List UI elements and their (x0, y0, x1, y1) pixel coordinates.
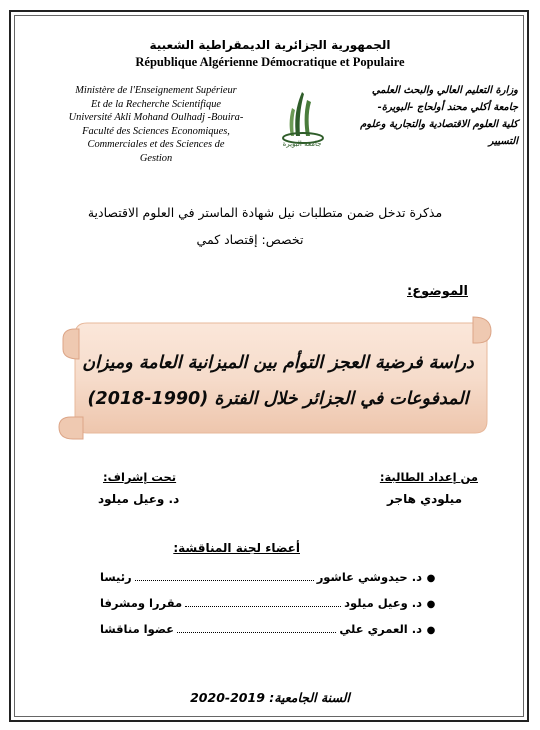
bullet-icon: ● (426, 573, 436, 584)
dotted-leader (185, 597, 341, 607)
dotted-leader (177, 623, 336, 633)
member-role: رئيسا (100, 570, 132, 584)
thesis-title (78, 345, 478, 417)
supervised-by-label: تحت إشراف: (103, 470, 177, 484)
republic-name-french: République Algérienne Démocratique et Populaire (135, 55, 405, 69)
ministry-fr-line: Gestion (139, 152, 173, 164)
ministry-fr-line: Ministère de l'Enseignement Supérieur (75, 85, 237, 96)
committee-member (100, 596, 440, 610)
title-line: المدفوعات في الجزائر خلال الفترة (1990-2018) (87, 389, 469, 409)
ministry-block-arabic (340, 82, 518, 150)
ministry-ar-line: التسيير (488, 136, 518, 147)
republic-name-arabic: الجمهورية الجزائرية الديمقراطية الشعبية (149, 38, 391, 52)
academic-year: السنة الجامعية: 2019-2020 (190, 690, 350, 705)
member-name: د. حيدوشي عاشور (316, 570, 422, 584)
ministry-ar-line: كلية العلوم الاقتصادية والتجارية وعلوم (360, 119, 518, 130)
dotted-leader (135, 571, 314, 581)
ministry-fr-line: Et de la Recherche Scientifique (90, 98, 222, 110)
committee-label: أعضاء لجنة المناقشة: (173, 541, 300, 555)
committee-member (100, 622, 440, 636)
student-name: ميلودي هاجر (386, 492, 462, 506)
subject-label: الموضوع: (407, 284, 468, 299)
ministry-ar-line: وزارة التعليم العالي والبحث العلمي (371, 85, 518, 96)
logo-caption: جامعة البويرة (282, 140, 322, 148)
ministry-fr-line: Université Akli Mohand Oulhadj -Bouira- (68, 112, 244, 124)
bullet-icon: ● (426, 625, 436, 636)
prepared-by-label: من إعداد الطالبة: (379, 470, 478, 484)
member-name: د. وعيل ميلود (344, 596, 422, 610)
member-role: مقررا ومشرفا (100, 596, 183, 610)
thesis-statement: مذكرة تدخل ضمن متطلبات نيل شهادة الماستر في العلوم الاقتصادية (87, 205, 443, 220)
bullet-icon: ● (426, 599, 436, 610)
supervisor-name: د. وعيل ميلود (98, 492, 180, 506)
ministry-block-french (42, 84, 270, 166)
title-line: دراسة فرضية العجز التوأم بين الميزانية العامة وميزان (82, 353, 474, 373)
ministry-fr-line: Faculté des Sciences Economiques, (82, 125, 230, 137)
member-name: د. العمري علي (339, 622, 422, 636)
specialty: تخصص: إقتصاد كمي (196, 232, 304, 247)
committee-member (100, 570, 440, 584)
ministry-ar-line: جامعة أكلي محند أولحاج -البويرة- (377, 102, 518, 113)
ministry-fr-line: Commerciales et des Sciences de (87, 139, 225, 151)
member-role: عضوا مناقشا (100, 622, 175, 636)
